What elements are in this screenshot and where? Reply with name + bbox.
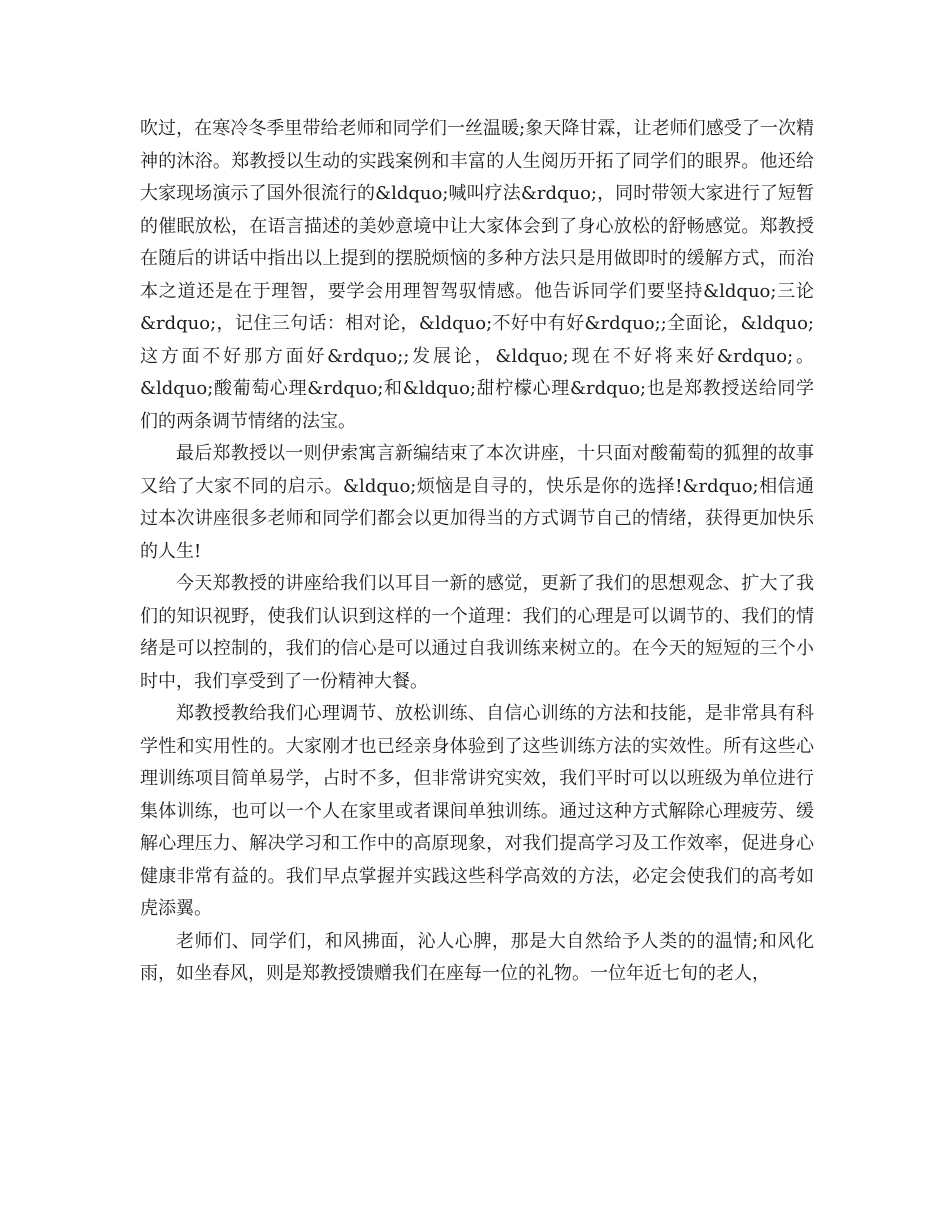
document-body	[140, 113, 814, 991]
paragraph-2: 最后郑教授以一则伊索寓言新编结束了本次讲座，十只面对酸葡萄的狐狸的故事又给了大家不同的启示。&ldquo;烦恼是自寻的，快乐是你的选择!&rdquo;相信通过本次讲座很多老师和同学们都会以更加得当的方式调节自己的情绪，获得更加快乐的人生!	[140, 443, 814, 562]
paragraph-5: 老师们、同学们，和风拂面，沁人心脾，那是大自然给予人类的的温情;和风化雨，如坐春风，则是郑教授馈赠我们在座每一位的礼物。一位年近七旬的老人，	[140, 930, 814, 984]
paragraph-3: 今天郑教授的讲座给我们以耳目一新的感觉，更新了我们的思想观念、扩大了我们的知识视野，使我们认识到这样的一个道理：我们的心理是可以调节的、我们的情绪是可以控制的，我们的信心是可以通过自我训练来树立的。在今天的短短的三个小时中，我们享受到了一份精神大餐。	[140, 573, 814, 692]
paragraph-1: 吹过，在寒冷冬季里带给老师和同学们一丝温暖;象天降甘霖，让老师们感受了一次精神的沐浴。郑教授以生动的实践案例和丰富的人生阅历开拓了同学们的眼界。他还给大家现场演示了国外很流行的&ldquo;喊叫疗法&rdquo;，同时带领大家进行了短暂的催眠放松，在语言描述的美妙意境中让大家体会到了身心放松的舒畅感觉。郑教授在随后的讲话中指出以上提到的摆脱烦恼的多种方法只是用做即时的缓解方式，而治本之道还是在于理智，要学会用理智驾驭情感。他告诉同学们要坚持&ldquo;三论&rdquo;，记住三句话：相对论，&ldquo;不好中有好&rdquo;;全面论，&ldquo;这方面不好那方面好&rdquo;;发展论，&ldquo;现在不好将来好&rdquo;。&ldquo;酸葡萄心理&rdquo;和&ldquo;甜柠檬心理&rdquo;也是郑教授送给同学们的两条调节情绪的法宝。	[140, 118, 814, 432]
paragraph-4: 郑教授教给我们心理调节、放松训练、自信心训练的方法和技能，是非常具有科学性和实用性的。大家刚才也已经亲身体验到了这些训练方法的实效性。所有这些心理训练项目简单易学，占时不多，但非常讲究实效，我们平时可以以班级为单位进行集体训练，也可以一个人在家里或者课间单独训练。通过这种方式解除心理疲劳、缓解心理压力、解决学习和工作中的高原现象，对我们提高学习及工作效率，促进身心健康非常有益的。我们早点掌握并实践这些科学高效的方法，必定会使我们的高考如虎添翼。	[140, 703, 814, 919]
